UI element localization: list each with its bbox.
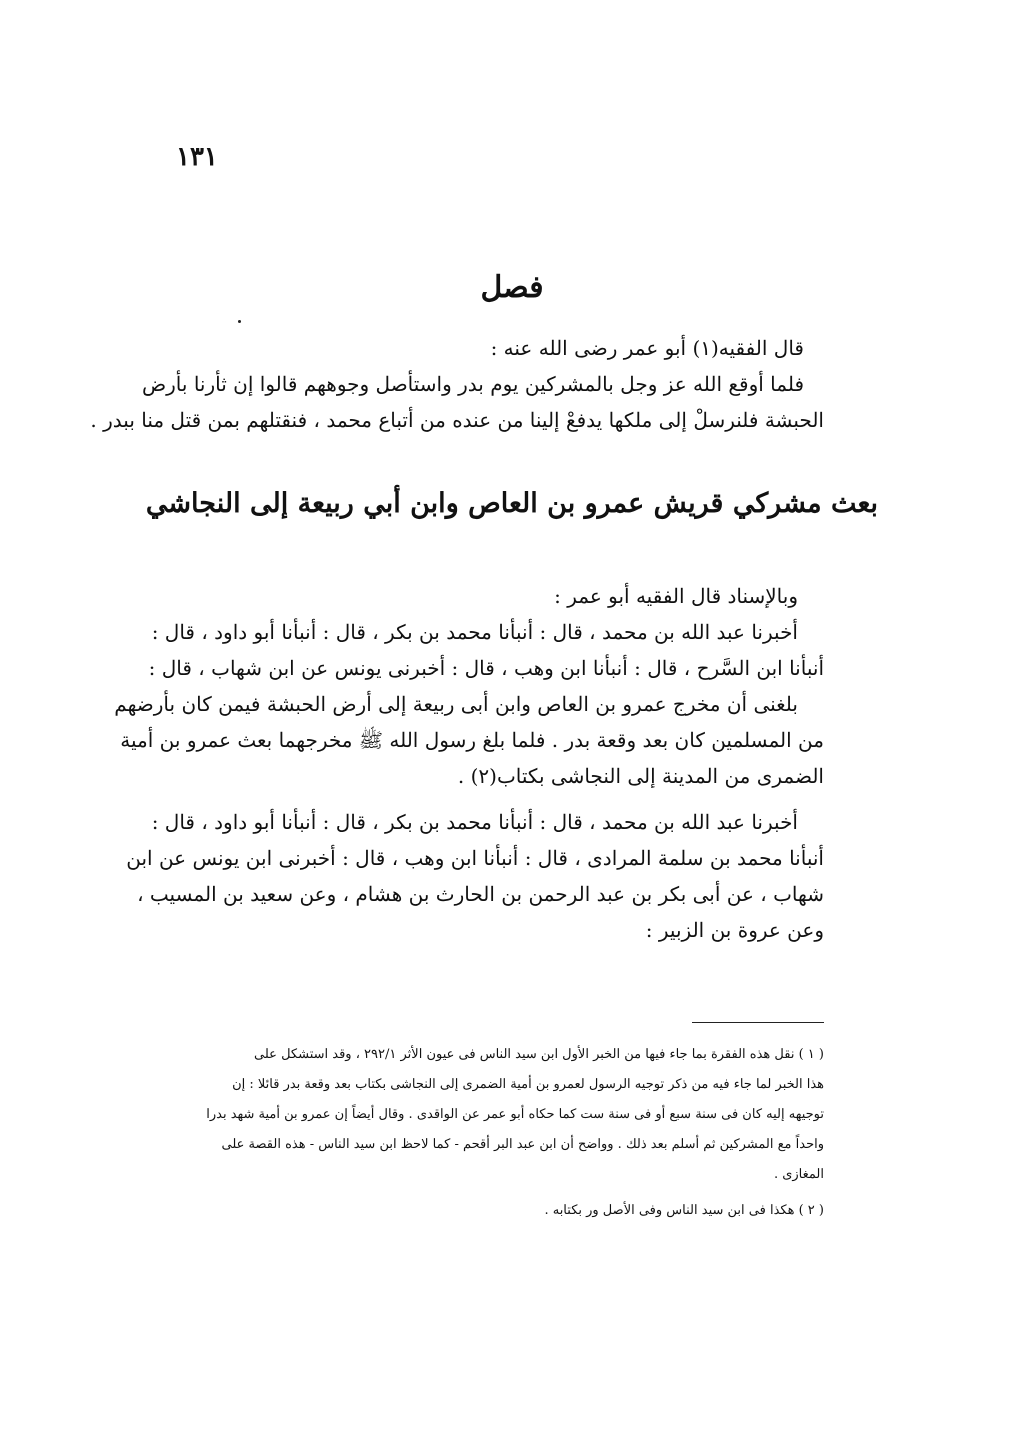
intro-line: قال الفقيه(١) أبو عمر رضى الله عنه :	[490, 336, 804, 360]
paragraph1-line: وبالإسناد قال الفقيه أبو عمر :	[554, 584, 798, 608]
chapter-heading: بعث مشركي قريش عمرو بن العاص وابن أبي ربيعة إلى النجاشي	[145, 488, 879, 519]
paragraph1-line: الضمرى من المدينة إلى النجاشى بكتاب(٢) .	[457, 764, 824, 788]
main-text	[114, 578, 824, 948]
paragraph2-line: شهاب ، عن أبى بكر بن عبد الرحمن بن الحارث بن هشام ، وعن سعيد بن المسيب ،	[137, 882, 824, 906]
section-title: فصل	[480, 270, 544, 305]
paragraph1-line: من المسلمين كان بعد وقعة بدر . فلما بلغ رسول الله ﷺ مخرجهما بعث عمرو بن أمية	[120, 728, 824, 752]
intro-paragraph	[90, 330, 824, 438]
footnote1-line: توجيهه إليه كان فى سنة سبع أو فى سنة ست كما حكاه أبو عمر عن الواقدى . وقال أيضاً إن عمرو بن أمية شهد بدرا	[206, 1107, 824, 1122]
intro-line: الحبشة فلنرسلْ إلى ملكها يدفعْ إلينا من عنده من أتباع محمد ، فنقتلهم بمن قتل منا ببدر .	[90, 408, 824, 432]
paragraph-gap	[184, 794, 824, 804]
footnote1-line: واحداً مع المشركين ثم أسلم بعد ذلك . وواضح أن ابن عبد البر أقحم - كما لاحظ ابن سيد الناس - هذه القصة على	[221, 1137, 824, 1152]
ink-speck	[238, 320, 241, 323]
footnote-separator	[692, 1022, 824, 1023]
intro-line: فلما أوقع الله عز وجل بالمشركين يوم بدر واستأصل وجوههم قالوا إن ثأرنا بأرض	[141, 372, 804, 396]
footnote1-line: ( ١ ) نقل هذه الفقرة بما جاء فيها من الخبر الأول ابن سيد الناس فى عيون الأثر ٢٩٢/١ ، وقد استشكل على	[254, 1047, 824, 1062]
footnote1-line: هذا الخبر لما جاء فيه من ذكر توجيه الرسول لعمرو بن أمية الضمرى إلى النجاشى بكتاب بعد وقعة بدر قائلا : إن	[232, 1077, 824, 1092]
footnote2-line: ( ٢ ) هكذا فى ابن سيد الناس وفى الأصل ور بكتابه .	[544, 1203, 824, 1218]
paragraph2-line: أنبأنا محمد بن سلمة المرادى ، قال : أنبأنا ابن وهب ، قال : أخبرنى ابن يونس عن ابن	[126, 846, 824, 870]
paragraph1-line: أنبأنا ابن السَّرح ، قال : أنبأنا ابن وهب ، قال : أخبرنى يونس عن ابن شهاب ، قال :	[148, 656, 824, 680]
footnotes	[164, 1040, 824, 1226]
paragraph2-line: أخبرنا عبد الله بن محمد ، قال : أنبأنا محمد بن بكر ، قال : أنبأنا أبو داود ، قال :	[151, 810, 798, 834]
paragraph1-line: أخبرنا عبد الله بن محمد ، قال : أنبأنا محمد بن بكر ، قال : أنبأنا أبو داود ، قال :	[151, 620, 798, 644]
page-number: ١٣١	[176, 142, 218, 172]
paragraph2-line: وعن عروة بن الزبير :	[645, 918, 824, 942]
paragraph1-line: بلغنى أن مخرج عمرو بن العاص وابن أبى ربيعة إلى أرض الحبشة فيمن كان بأرضهم	[114, 692, 798, 716]
footnote1-line: المغازى .	[773, 1167, 824, 1182]
